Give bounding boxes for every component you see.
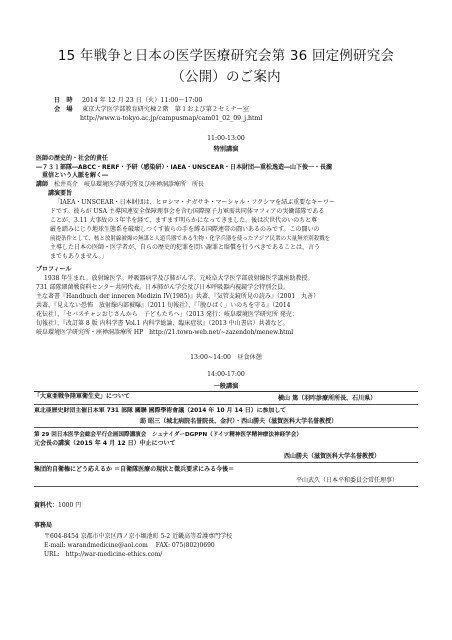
office-email-fax[interactable]: E-mail: warandmedicine@aol.com FAX: 075(802)0690 [44, 542, 215, 549]
date-value: 2014 年 12 月 23 日（火）11:00～17:00 [81, 97, 203, 104]
special-lecture-heading: 特別講演 [213, 146, 239, 153]
venue-row [54, 106, 249, 114]
lecture-topic-line2: ―７３１部隊―ABCC・RERF・予研（感染研）・IAEA・UNSCEAR・日本財団―重松逸造―山下俊一・長瀧 [36, 163, 333, 171]
lecture-topic-line3: 重信という人脈を解く― [42, 172, 109, 179]
fee-value: 1000 円 [58, 502, 82, 509]
summary-line: 「IAEA・UNSCEAR・日本財団は、ヒロシマ・ナガサキ・マーシャル・フクシマを結ぶ重要なキーワー [54, 199, 336, 206]
divider [34, 404, 418, 405]
fee-row [34, 502, 81, 511]
lecture-title: 「大東亜戦争陸軍衛生史」について [34, 393, 130, 400]
office-heading: 事務局 [34, 522, 53, 529]
date-label: 日 時 [54, 97, 73, 104]
lecture-topic-line1: 医師の歴史的・社会的責任 [36, 155, 109, 162]
profile-line: 花伝社）、「セバスチャンおじさんから 子どもたちへ」（2013 発行：岐阜環境医学研究所 発売： [36, 311, 298, 318]
summary-heading: 講演要旨 [48, 190, 73, 197]
profile-line: 旬報社）、『改訂第 8 版 内科学書 Vol.1 内科学総論、臨床症状』（2013 中山書店）共著など。 [36, 320, 289, 327]
profile-line: 主な著書『Handbuch der inneren Medizin IV(1985)』共著、『気管支鏡所見の読み』（2001 丸善） [36, 293, 320, 300]
venue-value: 東京大学医学部教育研究棟２階 第１および第２セミナー室 [81, 106, 250, 113]
divider [34, 427, 418, 428]
date-row [54, 97, 202, 105]
title-line-1: 15 年戦争と日本の医学医療研究会第 36 回定例研究会 [57, 48, 395, 64]
profile-heading: プロフィール [36, 266, 72, 273]
summary-line: 厳を踏みにじり地球生態系を破壊しつくす彼らの手を縛る国際連帯の闘いあるのみです。この闘いの [50, 226, 320, 233]
summary-line: 主導した日本の医師・医学者が、自らの歴史的犯罪を問い謝罪と賠償を行うべきであることは、言う [50, 244, 321, 251]
divider [34, 391, 418, 392]
summary-line: 前提条件として、核と放射線被爆の無謀と人道兵器である生物・化学兵器を使ったアジア民衆の大量無差別殺戮を [50, 236, 331, 242]
profile-line: 岐阜環境医学研究所・座禅洞診療所 HP http://21.town-web.net/~zazendoh/menew.html [36, 329, 294, 336]
profile-line: 1938 年生まれ。放射線医学。呼吸器病学及び肺がん学。元岐阜大学医学部放射線医学講座助教授。 [44, 275, 314, 282]
title-line-2: （公開）のご案内 [171, 69, 281, 85]
lecture-title: 東北亜歴史財団主催日本軍 731 部隊 關聯 國際學術會議（2014 年 10 月 14 日）に参加して [34, 408, 287, 414]
lecture-title: 第 29 回日本医学会総会平行企画国際講演会 シュナイダーDGPPN（ドイツ精神医学精神療法神経学会） [34, 432, 302, 438]
lunch-break: 13:00~14:00 昼食休憩 [190, 354, 262, 361]
summary-line: までもありません。」 [50, 253, 108, 260]
speaker-label: 講師 [36, 181, 49, 188]
lecture-title: 集団的自衛権にどう応えるか ＝自衛隊医療の現状と徴兵要求にみる今後＝ [34, 466, 235, 473]
general-lecture-time: 14:00-17:00 [207, 371, 245, 378]
fee-label: 資料代： [34, 502, 59, 509]
profile-line: 共著、『見えない恐怖 放射線内部被曝』（2011 旬報社）、『「脱ひばく」いのちを守る』（2014 [36, 302, 291, 309]
office-url[interactable]: URL: http://war-medicine-ethics.com/ [44, 551, 163, 558]
summary-line: ことが、3.11 大事故の３年半を経て、ますます明らかになってきました。後は次世代のいのちと尊 [50, 217, 318, 224]
divider [34, 462, 418, 463]
venue-label: 会 場 [54, 106, 73, 113]
lecture-title-cont: 元会長の講演（2015 年 4 月 12 日）中止について [34, 440, 176, 447]
lecture-speaker: 莇 昭三（城北病院名誉院長、金沢）・西山勝夫（滋賀医科大学名誉教授） [140, 418, 338, 425]
lecture-speaker: 西山勝夫（滋賀医科大学名誉教授） [284, 453, 381, 460]
venue-url[interactable]: http://www.u-tokyo.ac.jp/campusmap/cam01_02_09_j.html [80, 115, 263, 122]
special-lecture-time: 11:00-13:00 [207, 135, 245, 142]
profile-line: 731 部隊細菌戦資料センター共同代表。日本肺がん学会及び日本呼吸器内視鏡学会特別会員。 [36, 284, 290, 291]
speaker-name: 松井英介 岐阜環境医学研究所及び座禅洞診療所 所長 [54, 181, 205, 188]
divider [34, 486, 418, 487]
lecture-speaker: 平山武久（日本平和委員会常任理事） [296, 477, 399, 484]
summary-line: ドです。彼らが USA 主導国連安全保障理事会を含む国際原子力軍需共同体マフィアの実働部隊である [50, 208, 325, 215]
lecture-speaker: 横山 篤（羽咋診療所所長、石川県） [278, 395, 377, 402]
office-address: 〒604-8454 京都市中京区西ノ京小堀池町 5-2 近畿高等看護専門学校 [44, 533, 233, 540]
general-lecture-heading: 一般講演 [213, 383, 239, 390]
speaker-row [36, 181, 204, 190]
